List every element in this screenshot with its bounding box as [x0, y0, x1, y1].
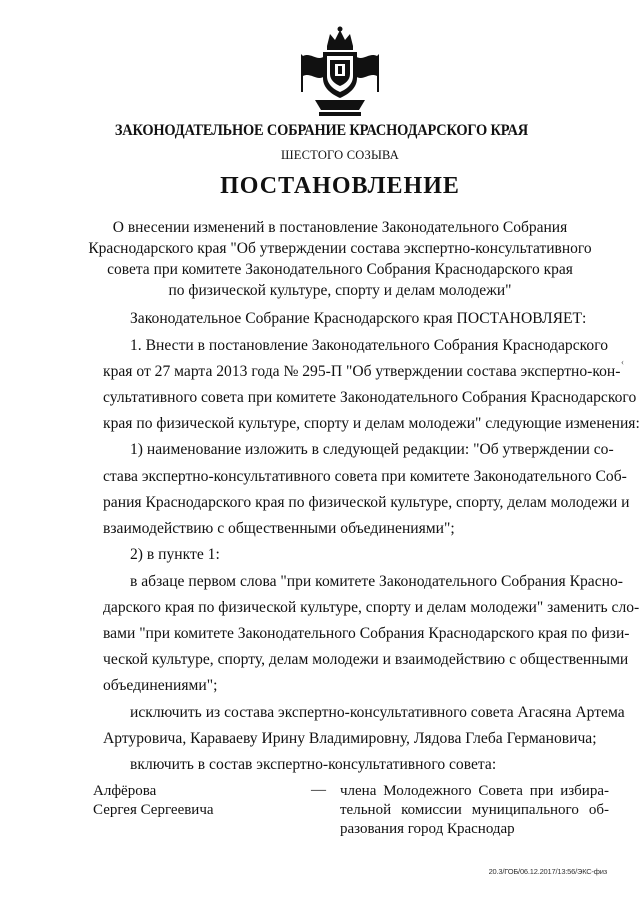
member-name	[93, 782, 214, 820]
body-line: 2) в пункте 1:	[130, 546, 220, 563]
margin-mark: ‹	[621, 357, 624, 367]
document-subject	[0, 217, 640, 301]
body-line: ческой культуре, спорту, делам молодежи и взаимодействию с общественными	[103, 651, 629, 668]
body-line: объединениями";	[103, 677, 218, 694]
body-line: взаимодействию с общественными объединениями";	[103, 520, 455, 537]
body-line: включить в состав экспертно-консультативного совета:	[130, 756, 497, 773]
footer-document-code: 20.3/ГОБ/06.12.2017/13:56/ЭКС-физ	[488, 867, 607, 876]
convocation-label: ШЕСТОГО СОЗЫВА	[280, 148, 400, 162]
organization-title: ЗАКОНОДАТЕЛЬНОЕ СОБРАНИЕ КРАСНОДАРСКОГО КРАЯ	[114, 122, 528, 139]
body-line: исключить из состава экспертно-консультативного совета Агасяна Артема	[130, 704, 625, 721]
subject-line: по физической культуре, спорту и делам молодежи"	[168, 282, 512, 299]
body-line: сультативного совета при комитете Законодательного Собрания Краснодарского	[103, 389, 637, 406]
member-dash: —	[311, 782, 326, 798]
member-role-line: тельной комиссии муниципального об-	[340, 802, 609, 818]
body-line: става экспертно-консультативного совета при комитете Законодательного Соб-	[103, 468, 627, 485]
body-line: края от 27 марта 2013 года № 295-П "Об утверждении состава экспертно-кон-	[103, 363, 621, 380]
member-surname: Алфёрова	[93, 783, 157, 799]
body-line: рания Краснодарского края по физической культуре, спорту, делам молодежи и	[103, 494, 630, 511]
body-line: вами "при комитете Законодательного Собрания Краснодарского края по физи-	[103, 625, 630, 642]
body-line: Артуровича, Караваеву Ирину Владимировну, Лядова Глеба Германовича;	[103, 730, 597, 747]
subject-line: совета при комитете Законодательного Собрания Краснодарского края	[107, 261, 573, 278]
member-role	[340, 782, 609, 839]
member-role-line: разования город Краснодар	[340, 821, 515, 837]
member-role-line: члена Молодежного Совета при избира-	[340, 783, 609, 799]
document-type-heading: ПОСТАНОВЛЕНИЕ	[220, 173, 460, 199]
member-given-names: Сергея Сергеевича	[93, 802, 214, 818]
body-line: края по физической культуре, спорту и делам молодежи" следующие изменения:	[103, 415, 640, 432]
subject-line: О внесении изменений в постановление Законодательного Собрания	[112, 219, 568, 236]
body-line: в абзаце первом слова "при комитете Законодательного Собрания Красно-	[130, 573, 623, 590]
preamble: Законодательное Собрание Краснодарского края ПОСТАНОВЛЯЕТ:	[130, 310, 587, 327]
body-line: дарского края по физической культуре, спорту и делам молодежи" заменить сло-	[103, 599, 640, 616]
body-line: 1. Внести в постановление Законодательного Собрания Краснодарского	[130, 337, 609, 354]
subject-line: Краснодарского края "Об утверждении состава экспертно-консультативного	[88, 240, 592, 257]
coat-of-arms-icon	[297, 26, 383, 118]
body-line: 1) наименование изложить в следующей редакции: "Об утверждении со-	[130, 441, 614, 458]
